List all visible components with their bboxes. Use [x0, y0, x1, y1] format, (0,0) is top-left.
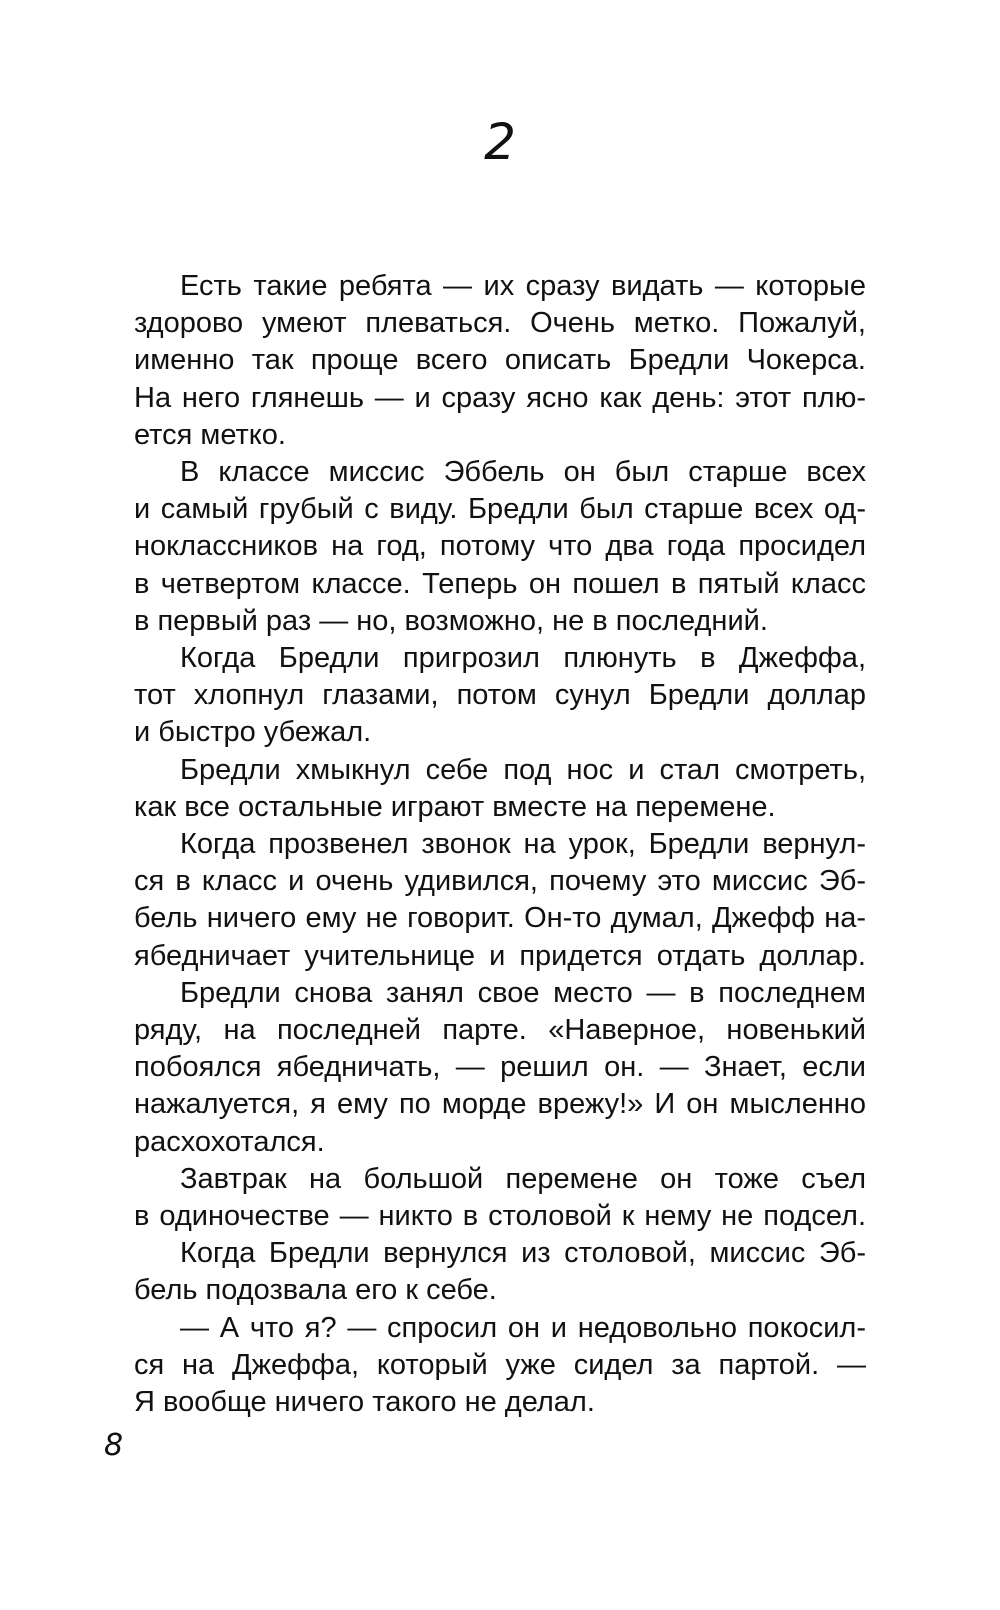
- text-line: побоялся ябедничать, — решил он. — Знает, если: [134, 1051, 866, 1084]
- paragraph: [134, 1161, 866, 1235]
- text-line: ябедничает учительнице и придется отдать доллар.: [134, 939, 866, 972]
- text-line: ноклассников на год, потому что два года просидел: [134, 530, 866, 563]
- text-line: Бредли хмыкнул себе под нос и стал смотреть,: [180, 753, 866, 786]
- text-line: Я вообще ничего такого не делал.: [134, 1386, 595, 1419]
- text-line: В классе миссис Эббель он был старше всех: [180, 456, 866, 489]
- text-line: здорово умеют плеваться. Очень метко. Пожалуй,: [134, 307, 866, 340]
- text-line: Когда Бредли вернулся из столовой, миссис Эб-: [180, 1237, 866, 1270]
- paragraph: [134, 826, 866, 975]
- text-line: и самый грубый с виду. Бредли был старше всех од-: [134, 493, 866, 526]
- text-line: На него глянешь — и сразу ясно как день: этот плю-: [134, 381, 866, 414]
- paragraph: [134, 268, 866, 454]
- text-line: ряду, на последней парте. «Наверное, новенький: [134, 1014, 866, 1047]
- paragraph: [134, 1235, 866, 1309]
- text-line: тот хлопнул глазами, потом сунул Бредли доллар: [134, 679, 866, 712]
- body-text: [134, 268, 866, 1421]
- paragraph: [134, 752, 866, 826]
- paragraph: [134, 454, 866, 640]
- text-line: в четвертом классе. Теперь он пошел в пятый класс: [134, 567, 866, 600]
- text-line: как все остальные играют вместе на перемене.: [134, 790, 776, 823]
- text-line: бель подозвала его к себе.: [134, 1274, 497, 1307]
- text-line: нажалуется, я ему по морде врежу!» И он мысленно: [134, 1088, 866, 1121]
- text-line: Есть такие ребята — их сразу видать — которые: [180, 270, 866, 302]
- paragraph: [134, 1310, 866, 1422]
- text-line: — А что я? — спросил он и недовольно покосил-: [180, 1311, 866, 1344]
- text-line: и быстро убежал.: [134, 716, 372, 749]
- text-line: расхохотался.: [134, 1125, 325, 1158]
- text-line: Завтрак на большой перемене он тоже съел: [180, 1162, 866, 1195]
- text-line: Бредли снова занял свое место — в последнем: [180, 976, 866, 1009]
- text-line: именно так проще всего описать Бредли Чокерса.: [134, 344, 866, 377]
- text-line: в первый раз — но, возможно, не в последний.: [134, 604, 768, 637]
- chapter-number: 2: [484, 113, 516, 171]
- text-line: Когда Бредли пригрозил плюнуть в Джеффа,: [180, 642, 866, 675]
- page-number: 8: [104, 1428, 124, 1463]
- text-line: ся на Джеффа, который уже сидел за партой. —: [134, 1348, 866, 1381]
- text-line: Когда прозвенел звонок на урок, Бредли вернул-: [180, 828, 866, 861]
- text-line: в одиночестве — никто в столовой к нему не подсел.: [134, 1200, 866, 1233]
- text-line: ся в класс и очень удивился, почему это миссис Эб-: [134, 865, 866, 898]
- paragraph: [134, 640, 866, 752]
- text-line: бель ничего ему не говорит. Он-то думал, Джефф на-: [134, 902, 866, 935]
- paragraph: [134, 975, 866, 1161]
- text-line: ется метко.: [134, 418, 286, 451]
